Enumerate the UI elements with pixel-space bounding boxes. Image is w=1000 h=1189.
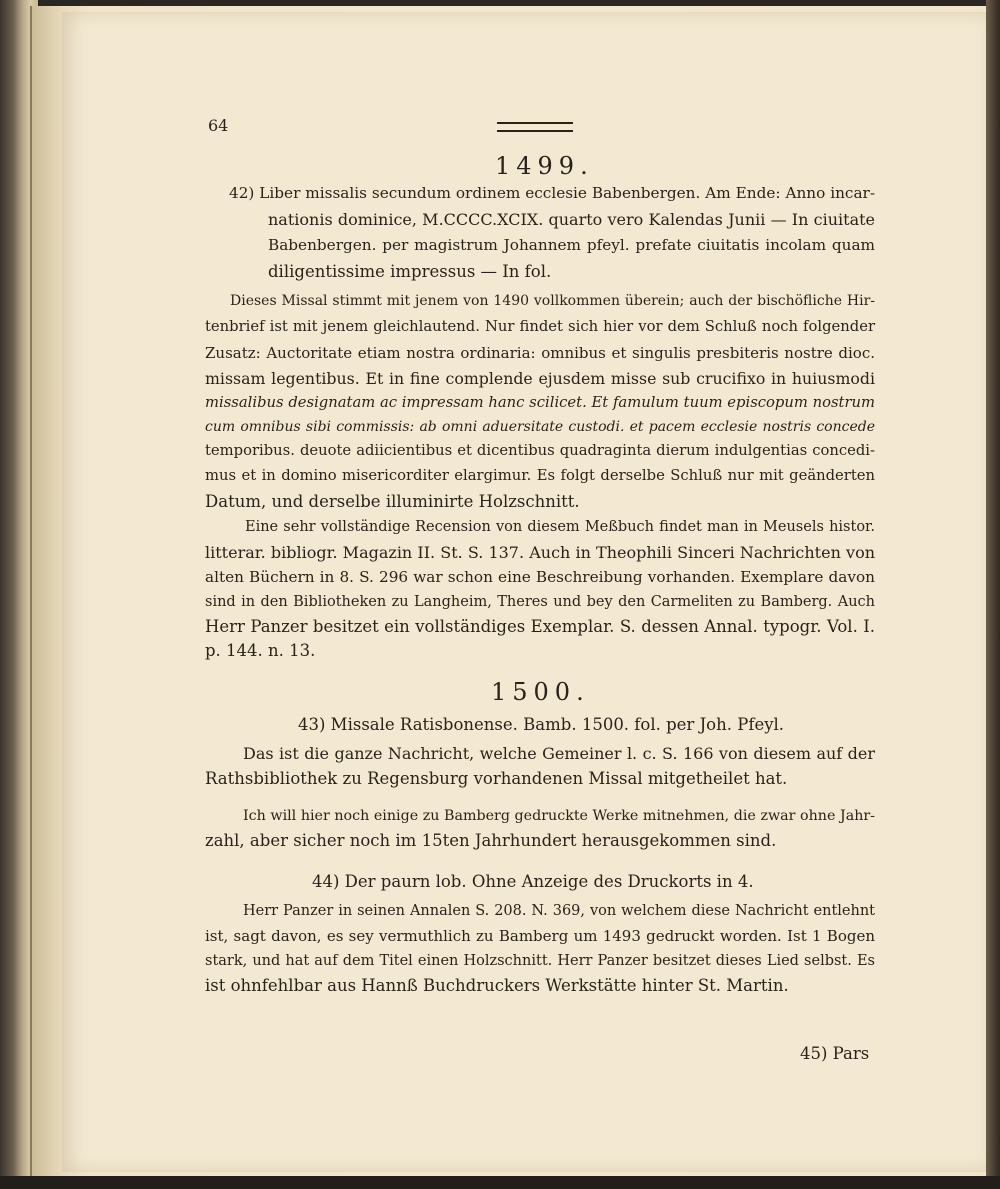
right-page-edge [986, 0, 1000, 1189]
body-line: ist ohnfehlbar aus Hannß Buchdruckers Werkstätte hinter St. Martin. [205, 976, 789, 995]
body-line: Herr Panzer besitzet ein vollständiges Exemplar. S. dessen Annal. typogr. Vol. I. [205, 617, 875, 636]
bottom-edge [0, 1176, 1000, 1189]
body-line: mus et in domino misericorditer elargimur. Es folgt derselbe Schluß nur mit geänderten [205, 467, 875, 484]
body-line: ist, sagt davon, es sey vermuthlich zu Bamberg um 1493 gedruckt worden. Ist 1 Bogen [205, 927, 875, 945]
entry-44-title: 44) Der paurn lob. Ohne Anzeige des Druckorts in 4. [312, 872, 754, 891]
body-line: Zusatz: Auctoritate etiam nostra ordinaria: omnibus et singulis presbiteris nostre dioc. [205, 344, 875, 362]
body-line: zahl, aber sicher noch im 15ten Jahrhundert herausgekommen sind. [205, 831, 777, 850]
entry-42-title-line: nationis dominice, M.CCCC.XCIX. quarto vero Kalendas Junii — In ciuitate [268, 210, 875, 229]
entry-43-title: 43) Missale Ratisbonense. Bamb. 1500. fol. per Joh. Pfeyl. [298, 715, 785, 734]
year-heading-1499: 1499. [495, 152, 594, 180]
body-line: alten Büchern in 8. S. 296 war schon eine Beschreibung vorhanden. Exemplare davon [205, 568, 875, 586]
entry-42-title-line: 42) Liber missalis secundum ordinem ecclesie Babenbergen. Am Ende: Anno incar- [229, 184, 875, 202]
body-line: stark, und hat auf dem Titel einen Holzschnitt. Herr Panzer besitzet dieses Lied selbst. Es [205, 953, 875, 969]
body-line: Ich will hier noch einige zu Bamberg gedruckte Werke mitnehmen, die zwar ohne Jahr- [243, 808, 875, 824]
body-line: cum omnibus sibi commissis: ab omni aduersitate custodi. et pacem ecclesie nostris concede [205, 419, 875, 435]
body-line: tenbrief ist mit jenem gleichlautend. Nur findet sich hier vor dem Schluß noch folgender [205, 318, 875, 335]
page-number: 64 [208, 116, 229, 135]
body-line: Dieses Missal stimmt mit jenem von 1490 vollkommen überein; auch der bischöfliche Hir- [230, 293, 875, 309]
body-line: Rathsbibliothek zu Regensburg vorhandenen Missal mitgetheilet hat. [205, 769, 788, 788]
entry-42-title-line: Babenbergen. per magistrum Johannem pfeyl. prefate ciuitatis incolam quam [268, 236, 875, 254]
header-rule [497, 122, 573, 132]
body-line: Eine sehr vollständige Recension von diesem Meßbuch findet man in Meusels histor. [245, 519, 875, 535]
body-line: sind in den Bibliotheken zu Langheim, Theres und bey den Carmeliten zu Bamberg. Auch [205, 594, 875, 610]
body-line: p. 144. n. 13. [205, 641, 316, 660]
body-line: litterar. bibliogr. Magazin II. St. S. 137. Auch in Theophili Sinceri Nachrichten von [205, 543, 875, 562]
year-heading-1500: 1500. [491, 678, 590, 706]
body-line: missalibus designatam ac impressam hanc scilicet. Et famulum tuum episcopum nostrum [205, 394, 875, 411]
body-line: Herr Panzer in seinen Annalen S. 208. N. 369, von welchem diese Nachricht entlehnt [243, 903, 875, 919]
body-line: missam legentibus. Et in fine complende ejusdem misse sub crucifixo in huiusmodi [205, 369, 875, 388]
body-line: Das ist die ganze Nachricht, welche Gemeiner l. c. S. 166 von diesem auf der [243, 744, 875, 763]
body-line: Datum, und derselbe illuminirte Holzschnitt. [205, 492, 580, 511]
entry-42-title-line: diligentissime impressus — In fol. [268, 262, 552, 281]
catchword: 45) Pars [800, 1044, 870, 1063]
body-line: temporibus. deuote adiicientibus et dicentibus quadraginta dierum indulgentias concedi- [205, 442, 875, 459]
